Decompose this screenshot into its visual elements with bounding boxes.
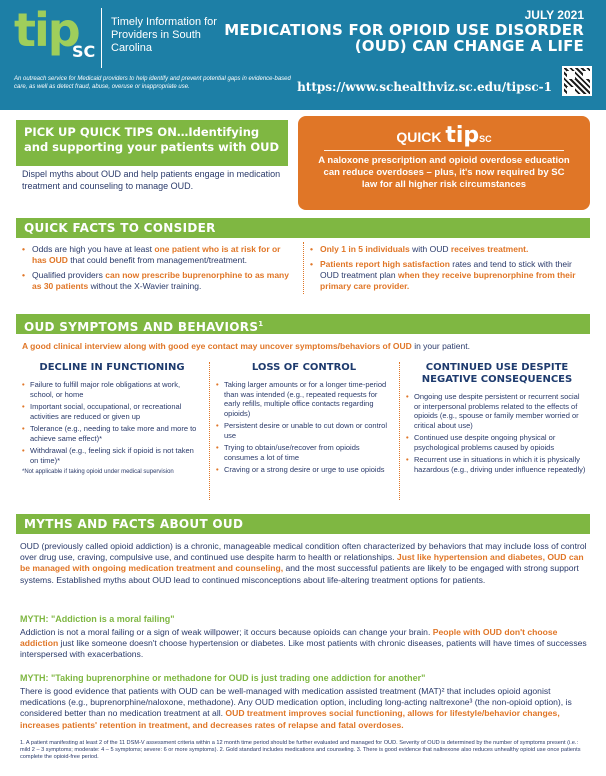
quick-facts-heading: QUICK FACTS TO CONSIDER (16, 218, 590, 238)
list-item: • Craving or a strong desire or urge to use opioids (216, 465, 392, 475)
list-item: • Failure to fulfill major role obligations at work, school, or home (22, 380, 202, 399)
list-item: • Ongoing use despite persistent or recurrent social or interpersonal problems related to the effects of opioids (e.g., spouse or family member worried or critical about use) (406, 392, 588, 430)
column-divider (209, 362, 210, 500)
list-item: • Taking larger amounts or for a longer time-period than was intended (e.g., repeated requests for early refills, multiple office contacts regarding opioids) (216, 380, 392, 418)
myths-intro: OUD (previously called opioid addiction) is a chronic, manageable medical condition often characterized by behaviors that may include loss of control over drug use, craving, compulsive use, and continued use despite harm to health or relationships. Just like hypertension and diabetes, OUD can be managed with ongoing medication treatment and counseling, and the most successful patients are likely to be engaged with strong support systems. Established myths about OUD lead to continued misconceptions about life-altering treatment options for patients. (20, 541, 587, 585)
symptoms-intro: A good clinical interview along with good eye contact may uncover symptoms/behaviors of OUD in your patient. (22, 341, 470, 351)
column-title: CONTINUED USE DESPITE NEGATIVE CONSEQUENCES (421, 362, 573, 385)
fact-item: • Only 1 in 5 individuals with OUD receives treatment. (310, 244, 588, 255)
myth-1-label: MYTH: "Addiction is a moral failing" (20, 614, 175, 624)
quick-tip-box (298, 116, 590, 210)
header-banner (0, 0, 606, 110)
pickup-tips-box (16, 120, 288, 166)
quick-tip-sc: SC (479, 134, 492, 144)
list-item: • Trying to obtain/use/recover from opioids consumes a lot of time (216, 443, 392, 462)
list-item: • Recurrent use in situations in which it is physically hazardous (e.g., driving under influence repeatedly) (406, 455, 588, 474)
website-link[interactable]: https://www.schealthviz.sc.edu/tipsc-1 (297, 80, 552, 94)
symptom-column-control (216, 362, 392, 478)
list-item: • Continued use despite ongoing physical or psychological problems caused by opioids (406, 433, 588, 452)
page-title: MEDICATIONS FOR OPIOID USE DISORDER (OUD) CAN CHANGE A LIFE (224, 21, 584, 55)
list-item: • Tolerance (e.g., needing to take more and more to achieve same effect)* (22, 424, 202, 443)
tipsc-logo: tip (14, 3, 79, 57)
outreach-statement: An outreach service for Medicaid providers to help identify and prevent potential gaps in evidence-based care, as well as detect fraud, abuse, overuse or inappropriate use. (14, 76, 291, 90)
column-note: *Not applicable if taking opioid under medical supervision (22, 469, 174, 475)
logo-divider (101, 8, 102, 68)
fact-item: • Qualified providers can now prescribe buprenorphine to as many as 30 patients without the X-Wavier training. (22, 270, 296, 292)
symptom-list (22, 380, 202, 465)
symptom-list (216, 380, 392, 475)
logo-tagline: Timely Information for Providers in South Carolina (111, 16, 217, 54)
list-item: • Persistent desire or unable to cut down or control use (216, 421, 392, 440)
quick-tip-quick: QUICK (396, 129, 442, 145)
pickup-text: Dispel myths about OUD and help patients engage in medication treatment and counseling to manage OUD. (22, 169, 281, 191)
column-title: LOSS OF CONTROL (251, 362, 357, 373)
myth-2-label: MYTH: "Taking buprenorphine or methadone for OUD is just trading one addiction for another" (20, 673, 426, 683)
facts-divider (303, 242, 304, 294)
fact-item: • Patients report high satisfaction rates and tend to stick with their OUD treatment plan when they receive buprenorphine from their primary care provider. (310, 259, 588, 292)
symptom-column-decline (22, 362, 202, 476)
quick-tip-heading (298, 122, 590, 146)
myth-1-text: Addiction is not a moral failing or a sign of weak willpower; it occurs because opioids can change your brain. People with OUD don't choose addiction just like someone doesn't choose hypertension or diabetes. Like most patients with chronic diseases, patients will have times of successes interspersed with exacerbations. (20, 627, 587, 660)
list-item: • Important social, occupational, or recreational activities are reduced or given up (22, 402, 202, 421)
qr-code-icon[interactable] (562, 66, 592, 96)
symptoms-heading: OUD SYMPTOMS AND BEHAVIORS$^1$ (16, 314, 590, 334)
column-title: DECLINE IN FUNCTIONING (39, 362, 185, 373)
symptom-list (406, 392, 588, 474)
myth-2-text: There is good evidence that patients with OUD can be well-managed with medication assisted treatment (MAT)² that includes opioid agonist medications (e.g., buprenorphine/naloxone, methadone). Any OUD medication option, including long-acting naltrexone³ (the non-opioid option), is considered better than no medication treatment at all. OUD treatment improves social functioning, allows for lifestyle/behavior changes, increases patients' retention in treatment, and decreases rates of relapse and fatal overdoses. (20, 686, 572, 730)
quick-facts-right (310, 244, 588, 296)
tipsc-logo-sc: SC (72, 42, 96, 61)
fact-item: • Odds are high you have at least one patient who is at risk for or has OUD that could benefit from management/treatment. (22, 244, 296, 266)
symptom-column-consequences (406, 362, 588, 477)
quick-facts-left (22, 244, 296, 296)
list-item: • Withdrawal (e.g., feeling sick if opioid is not taken on time)* (22, 446, 202, 465)
myths-heading: MYTHS AND FACTS ABOUT OUD (16, 514, 590, 534)
footnotes: 1. A patient manifesting at least 2 of the 11 DSM-V assessment criteria within a 12 month time period should be further evaluated and managed for OUD. Severity of OUD is determined by the number of symptoms present (i.e.: mild 2 – 3 symptoms; moderate: 4 – 5 symptoms; severe: 6 or more symptoms). 2. Gold standard includes medications and counseling. 3. There is good evidence that naltrexone also reduces unhealthy opioid use once patients complete the opioid-free period. (20, 740, 581, 760)
issue-date: JULY 2021 (524, 8, 584, 22)
quick-tip-tip: tip (445, 123, 480, 148)
column-divider (399, 362, 400, 500)
pickup-title: PICK UP QUICK TIPS ON…Identifying and supporting your patients with OUD (24, 125, 280, 154)
quick-tip-text: A naloxone prescription and opioid overdose education can reduce overdoses – plus, it's now required by SC law for all higher risk circumstances (318, 155, 570, 190)
quick-tip-divider (324, 150, 564, 151)
